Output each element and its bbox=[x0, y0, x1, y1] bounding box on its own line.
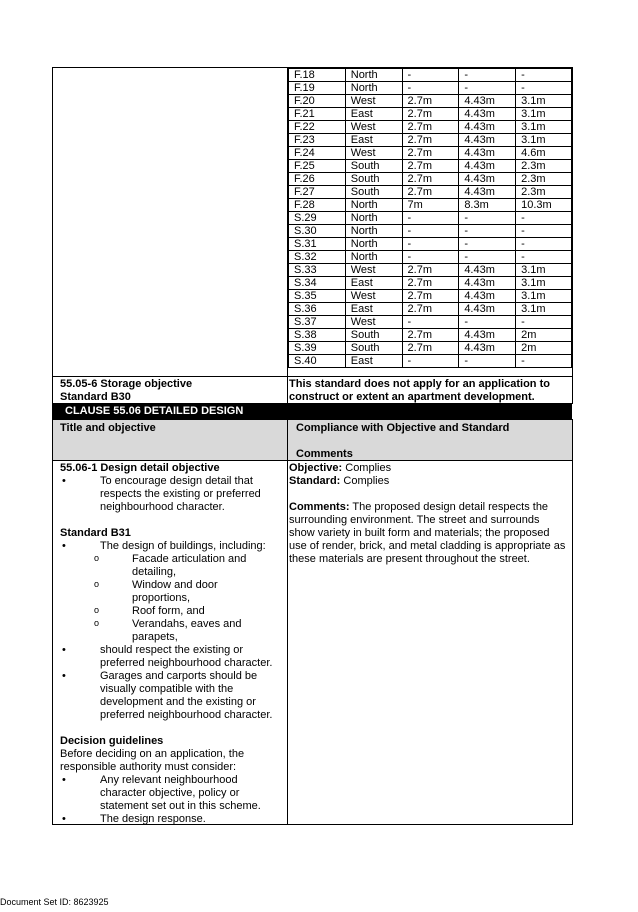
room-id-cell: F.23 bbox=[289, 134, 346, 147]
orientation-cell: North bbox=[345, 69, 402, 82]
orientation-cell: East bbox=[345, 108, 402, 121]
orientation-cell: South bbox=[345, 173, 402, 186]
height-cell: 2.7m bbox=[402, 173, 459, 186]
height-cell: 2.7m bbox=[402, 290, 459, 303]
height-cell: 2.7m bbox=[402, 329, 459, 342]
room-row bbox=[289, 186, 572, 199]
depth-cell: - bbox=[459, 238, 516, 251]
width-cell: - bbox=[516, 251, 572, 264]
room-id-cell: S.39 bbox=[289, 342, 346, 355]
room-id-cell: S.37 bbox=[289, 316, 346, 329]
width-cell: - bbox=[516, 82, 572, 95]
room-row bbox=[289, 225, 572, 238]
height-cell: - bbox=[402, 69, 459, 82]
orientation-cell: South bbox=[345, 186, 402, 199]
room-row bbox=[289, 199, 572, 212]
depth-cell: 4.43m bbox=[459, 290, 516, 303]
depth-cell: 4.43m bbox=[459, 134, 516, 147]
guidelines-intro-line2: responsible authority must consider: bbox=[60, 761, 237, 773]
objective-value: Complies bbox=[342, 462, 392, 474]
room-id-cell: S.36 bbox=[289, 303, 346, 316]
height-cell: 2.7m bbox=[402, 121, 459, 134]
room-row bbox=[289, 290, 572, 303]
depth-cell: - bbox=[459, 355, 516, 368]
width-cell: 3.1m bbox=[516, 134, 572, 147]
objective-label: Objective: bbox=[289, 462, 343, 474]
depth-cell: - bbox=[459, 225, 516, 238]
depth-cell: - bbox=[459, 69, 516, 82]
depth-cell: - bbox=[459, 212, 516, 225]
room-id-cell: S.34 bbox=[289, 277, 346, 290]
orientation-cell: West bbox=[345, 316, 402, 329]
header-title-objective: Title and objective bbox=[60, 422, 156, 434]
height-cell: 2.7m bbox=[402, 108, 459, 121]
height-cell: 2.7m bbox=[402, 264, 459, 277]
standard-garages-line1: Garages and carports should be bbox=[100, 670, 258, 682]
room-row bbox=[289, 355, 572, 368]
depth-cell: 4.43m bbox=[459, 108, 516, 121]
height-cell: 2.7m bbox=[402, 186, 459, 199]
compliance-standard bbox=[289, 475, 389, 488]
height-cell: 2.7m bbox=[402, 134, 459, 147]
depth-cell: 4.43m bbox=[459, 303, 516, 316]
width-cell: 3.1m bbox=[516, 303, 572, 316]
room-id-cell: F.22 bbox=[289, 121, 346, 134]
orientation-cell: North bbox=[345, 199, 402, 212]
width-cell: - bbox=[516, 355, 572, 368]
depth-cell: 8.3m bbox=[459, 199, 516, 212]
room-row bbox=[289, 329, 572, 342]
height-cell: 2.7m bbox=[402, 342, 459, 355]
room-row bbox=[289, 264, 572, 277]
sub-bullet-glyph: o bbox=[94, 618, 100, 628]
room-id-cell: F.26 bbox=[289, 173, 346, 186]
guidelines-intro-line1: Before deciding on an application, the bbox=[60, 748, 245, 760]
height-cell: - bbox=[402, 225, 459, 238]
depth-cell: 4.43m bbox=[459, 264, 516, 277]
width-cell: - bbox=[516, 225, 572, 238]
room-id-cell: S.29 bbox=[289, 212, 346, 225]
height-cell: 2.7m bbox=[402, 303, 459, 316]
sub-bullet-glyph: o bbox=[94, 605, 100, 615]
sub-item-roof: Roof form, and bbox=[132, 605, 205, 617]
compliance-comments-line3: show variety in built form and materials; the proposed bbox=[289, 527, 550, 539]
orientation-cell: East bbox=[345, 355, 402, 368]
room-id-cell: F.21 bbox=[289, 108, 346, 121]
room-id-cell: S.35 bbox=[289, 290, 346, 303]
bullet-glyph: • bbox=[62, 475, 66, 487]
width-cell: 3.1m bbox=[516, 121, 572, 134]
width-cell: 10.3m bbox=[516, 199, 572, 212]
design-objective-title: 55.06-1 Design detail objective bbox=[60, 462, 220, 474]
room-id-cell: F.18 bbox=[289, 69, 346, 82]
orientation-cell: North bbox=[345, 82, 402, 95]
width-cell: 2.3m bbox=[516, 160, 572, 173]
height-cell: 2.7m bbox=[402, 277, 459, 290]
height-cell: 2.7m bbox=[402, 147, 459, 160]
standard-label: Standard: bbox=[289, 475, 341, 487]
compliance-comments-line1 bbox=[289, 501, 548, 514]
comments-text: The proposed design detail respects the bbox=[349, 501, 549, 513]
height-cell: - bbox=[402, 212, 459, 225]
orientation-cell: North bbox=[345, 212, 402, 225]
width-cell: 2.3m bbox=[516, 186, 572, 199]
depth-cell: - bbox=[459, 82, 516, 95]
objective-line3: neighbourhood character. bbox=[100, 501, 225, 513]
standard-respect-line2: preferred neighbourhood character. bbox=[100, 657, 273, 669]
compliance-comments-line2: surrounding environment. The street and surrounds bbox=[289, 514, 540, 526]
guideline-character-line1: Any relevant neighbourhood bbox=[100, 774, 238, 786]
room-row bbox=[289, 95, 572, 108]
storage-row-divider bbox=[287, 376, 288, 404]
depth-cell: 4.43m bbox=[459, 147, 516, 160]
objective-line2: respects the existing or preferred bbox=[100, 488, 261, 500]
standard-garages-line3: development and the existing or bbox=[100, 696, 256, 708]
standard-value: Complies bbox=[340, 475, 390, 487]
guideline-character-line3: statement set out in this scheme. bbox=[100, 800, 261, 812]
room-row bbox=[289, 342, 572, 355]
sub-bullet-glyph: o bbox=[94, 579, 100, 589]
width-cell: 2.3m bbox=[516, 173, 572, 186]
height-cell: 7m bbox=[402, 199, 459, 212]
orientation-cell: North bbox=[345, 251, 402, 264]
orientation-cell: West bbox=[345, 147, 402, 160]
orientation-cell: West bbox=[345, 290, 402, 303]
orientation-cell: South bbox=[345, 342, 402, 355]
sub-item-window: Window and door bbox=[132, 579, 218, 591]
table-header-divider bbox=[287, 419, 288, 461]
storage-standard: Standard B30 bbox=[60, 391, 131, 403]
room-row bbox=[289, 121, 572, 134]
standard-garages-line2: visually compatible with the bbox=[100, 683, 234, 695]
orientation-cell: West bbox=[345, 95, 402, 108]
width-cell: 3.1m bbox=[516, 95, 572, 108]
design-row-divider bbox=[287, 460, 288, 825]
room-id-cell: F.20 bbox=[289, 95, 346, 108]
guideline-character-line2: character objective, policy or bbox=[100, 787, 240, 799]
room-row bbox=[289, 82, 572, 95]
bullet-glyph: • bbox=[62, 540, 66, 552]
room-row bbox=[289, 251, 572, 264]
room-row bbox=[289, 173, 572, 186]
standard-respect-line1: should respect the existing or bbox=[100, 644, 244, 656]
header-comments: Comments bbox=[296, 448, 353, 460]
depth-cell: 4.43m bbox=[459, 186, 516, 199]
compliance-comments-line5: these materials are present throughout the street. bbox=[289, 553, 530, 565]
standard-b31-title: Standard B31 bbox=[60, 527, 131, 539]
depth-cell: 4.43m bbox=[459, 121, 516, 134]
width-cell: 3.1m bbox=[516, 264, 572, 277]
bullet-glyph: • bbox=[62, 774, 66, 786]
standard-intro: The design of buildings, including: bbox=[100, 540, 266, 552]
width-cell: - bbox=[516, 238, 572, 251]
room-id-cell: S.38 bbox=[289, 329, 346, 342]
bullet-glyph: • bbox=[62, 670, 66, 682]
depth-cell: 4.43m bbox=[459, 329, 516, 342]
room-row bbox=[289, 303, 572, 316]
orientation-cell: East bbox=[345, 277, 402, 290]
comments-label: Comments: bbox=[289, 501, 350, 513]
bullet-glyph: • bbox=[62, 813, 66, 825]
height-cell: - bbox=[402, 355, 459, 368]
height-cell: 2.7m bbox=[402, 95, 459, 108]
width-cell: 3.1m bbox=[516, 290, 572, 303]
header-compliance: Compliance with Objective and Standard bbox=[296, 422, 510, 434]
orientation-cell: East bbox=[345, 303, 402, 316]
orientation-cell: West bbox=[345, 264, 402, 277]
sub-item-facade-cont: detailing, bbox=[132, 566, 177, 578]
sub-bullet-glyph: o bbox=[94, 553, 100, 563]
height-cell: - bbox=[402, 82, 459, 95]
sub-item-verandahs: Verandahs, eaves and bbox=[132, 618, 242, 630]
orientation-cell: East bbox=[345, 134, 402, 147]
room-row bbox=[289, 212, 572, 225]
height-cell: - bbox=[402, 238, 459, 251]
room-row bbox=[289, 134, 572, 147]
storage-note-line2: construct or extent an apartment development. bbox=[289, 391, 535, 403]
room-row bbox=[289, 277, 572, 290]
room-id-cell: S.31 bbox=[289, 238, 346, 251]
room-id-cell: F.25 bbox=[289, 160, 346, 173]
width-cell: 2m bbox=[516, 342, 572, 355]
orientation-cell: South bbox=[345, 160, 402, 173]
compliance-objective bbox=[289, 462, 391, 475]
sub-item-verandahs-cont: parapets, bbox=[132, 631, 178, 643]
width-cell: 3.1m bbox=[516, 277, 572, 290]
sub-item-facade: Facade articulation and bbox=[132, 553, 247, 565]
room-id-cell: F.27 bbox=[289, 186, 346, 199]
width-cell: - bbox=[516, 69, 572, 82]
document-set-id: Document Set ID: 8623925 bbox=[0, 897, 109, 907]
depth-cell: 4.43m bbox=[459, 173, 516, 186]
standard-garages-line4: preferred neighbourhood character. bbox=[100, 709, 273, 721]
width-cell: 4.6m bbox=[516, 147, 572, 160]
depth-cell: - bbox=[459, 316, 516, 329]
room-data-table bbox=[288, 68, 572, 368]
room-id-cell: S.33 bbox=[289, 264, 346, 277]
orientation-cell: North bbox=[345, 238, 402, 251]
depth-cell: 4.43m bbox=[459, 160, 516, 173]
orientation-cell: North bbox=[345, 225, 402, 238]
guideline-design-response: The design response. bbox=[100, 813, 206, 825]
decision-guidelines-title: Decision guidelines bbox=[60, 735, 164, 747]
objective-line1: To encourage design detail that bbox=[100, 475, 253, 487]
height-cell: - bbox=[402, 251, 459, 264]
clause-heading: CLAUSE 55.06 DETAILED DESIGN bbox=[52, 403, 572, 419]
room-id-cell: S.32 bbox=[289, 251, 346, 264]
orientation-cell: South bbox=[345, 329, 402, 342]
room-row bbox=[289, 316, 572, 329]
room-id-cell: F.19 bbox=[289, 82, 346, 95]
room-id-cell: S.40 bbox=[289, 355, 346, 368]
room-id-cell: F.28 bbox=[289, 199, 346, 212]
room-row bbox=[289, 147, 572, 160]
room-id-cell: F.24 bbox=[289, 147, 346, 160]
room-row bbox=[289, 238, 572, 251]
height-cell: 2.7m bbox=[402, 160, 459, 173]
room-id-cell: S.30 bbox=[289, 225, 346, 238]
room-row bbox=[289, 69, 572, 82]
storage-note-line1: This standard does not apply for an application to bbox=[289, 378, 550, 390]
height-cell: - bbox=[402, 316, 459, 329]
depth-cell: - bbox=[459, 251, 516, 264]
room-row bbox=[289, 160, 572, 173]
room-row bbox=[289, 108, 572, 121]
depth-cell: 4.43m bbox=[459, 95, 516, 108]
bullet-glyph: • bbox=[62, 644, 66, 656]
storage-title: 55.05-6 Storage objective bbox=[60, 378, 193, 390]
width-cell: - bbox=[516, 316, 572, 329]
compliance-comments-line4: use of render, brick, and metal cladding is appropriate as bbox=[289, 540, 566, 552]
width-cell: - bbox=[516, 212, 572, 225]
width-cell: 2m bbox=[516, 329, 572, 342]
orientation-cell: West bbox=[345, 121, 402, 134]
width-cell: 3.1m bbox=[516, 108, 572, 121]
sub-item-window-cont: proportions, bbox=[132, 592, 191, 604]
depth-cell: 4.43m bbox=[459, 277, 516, 290]
depth-cell: 4.43m bbox=[459, 342, 516, 355]
